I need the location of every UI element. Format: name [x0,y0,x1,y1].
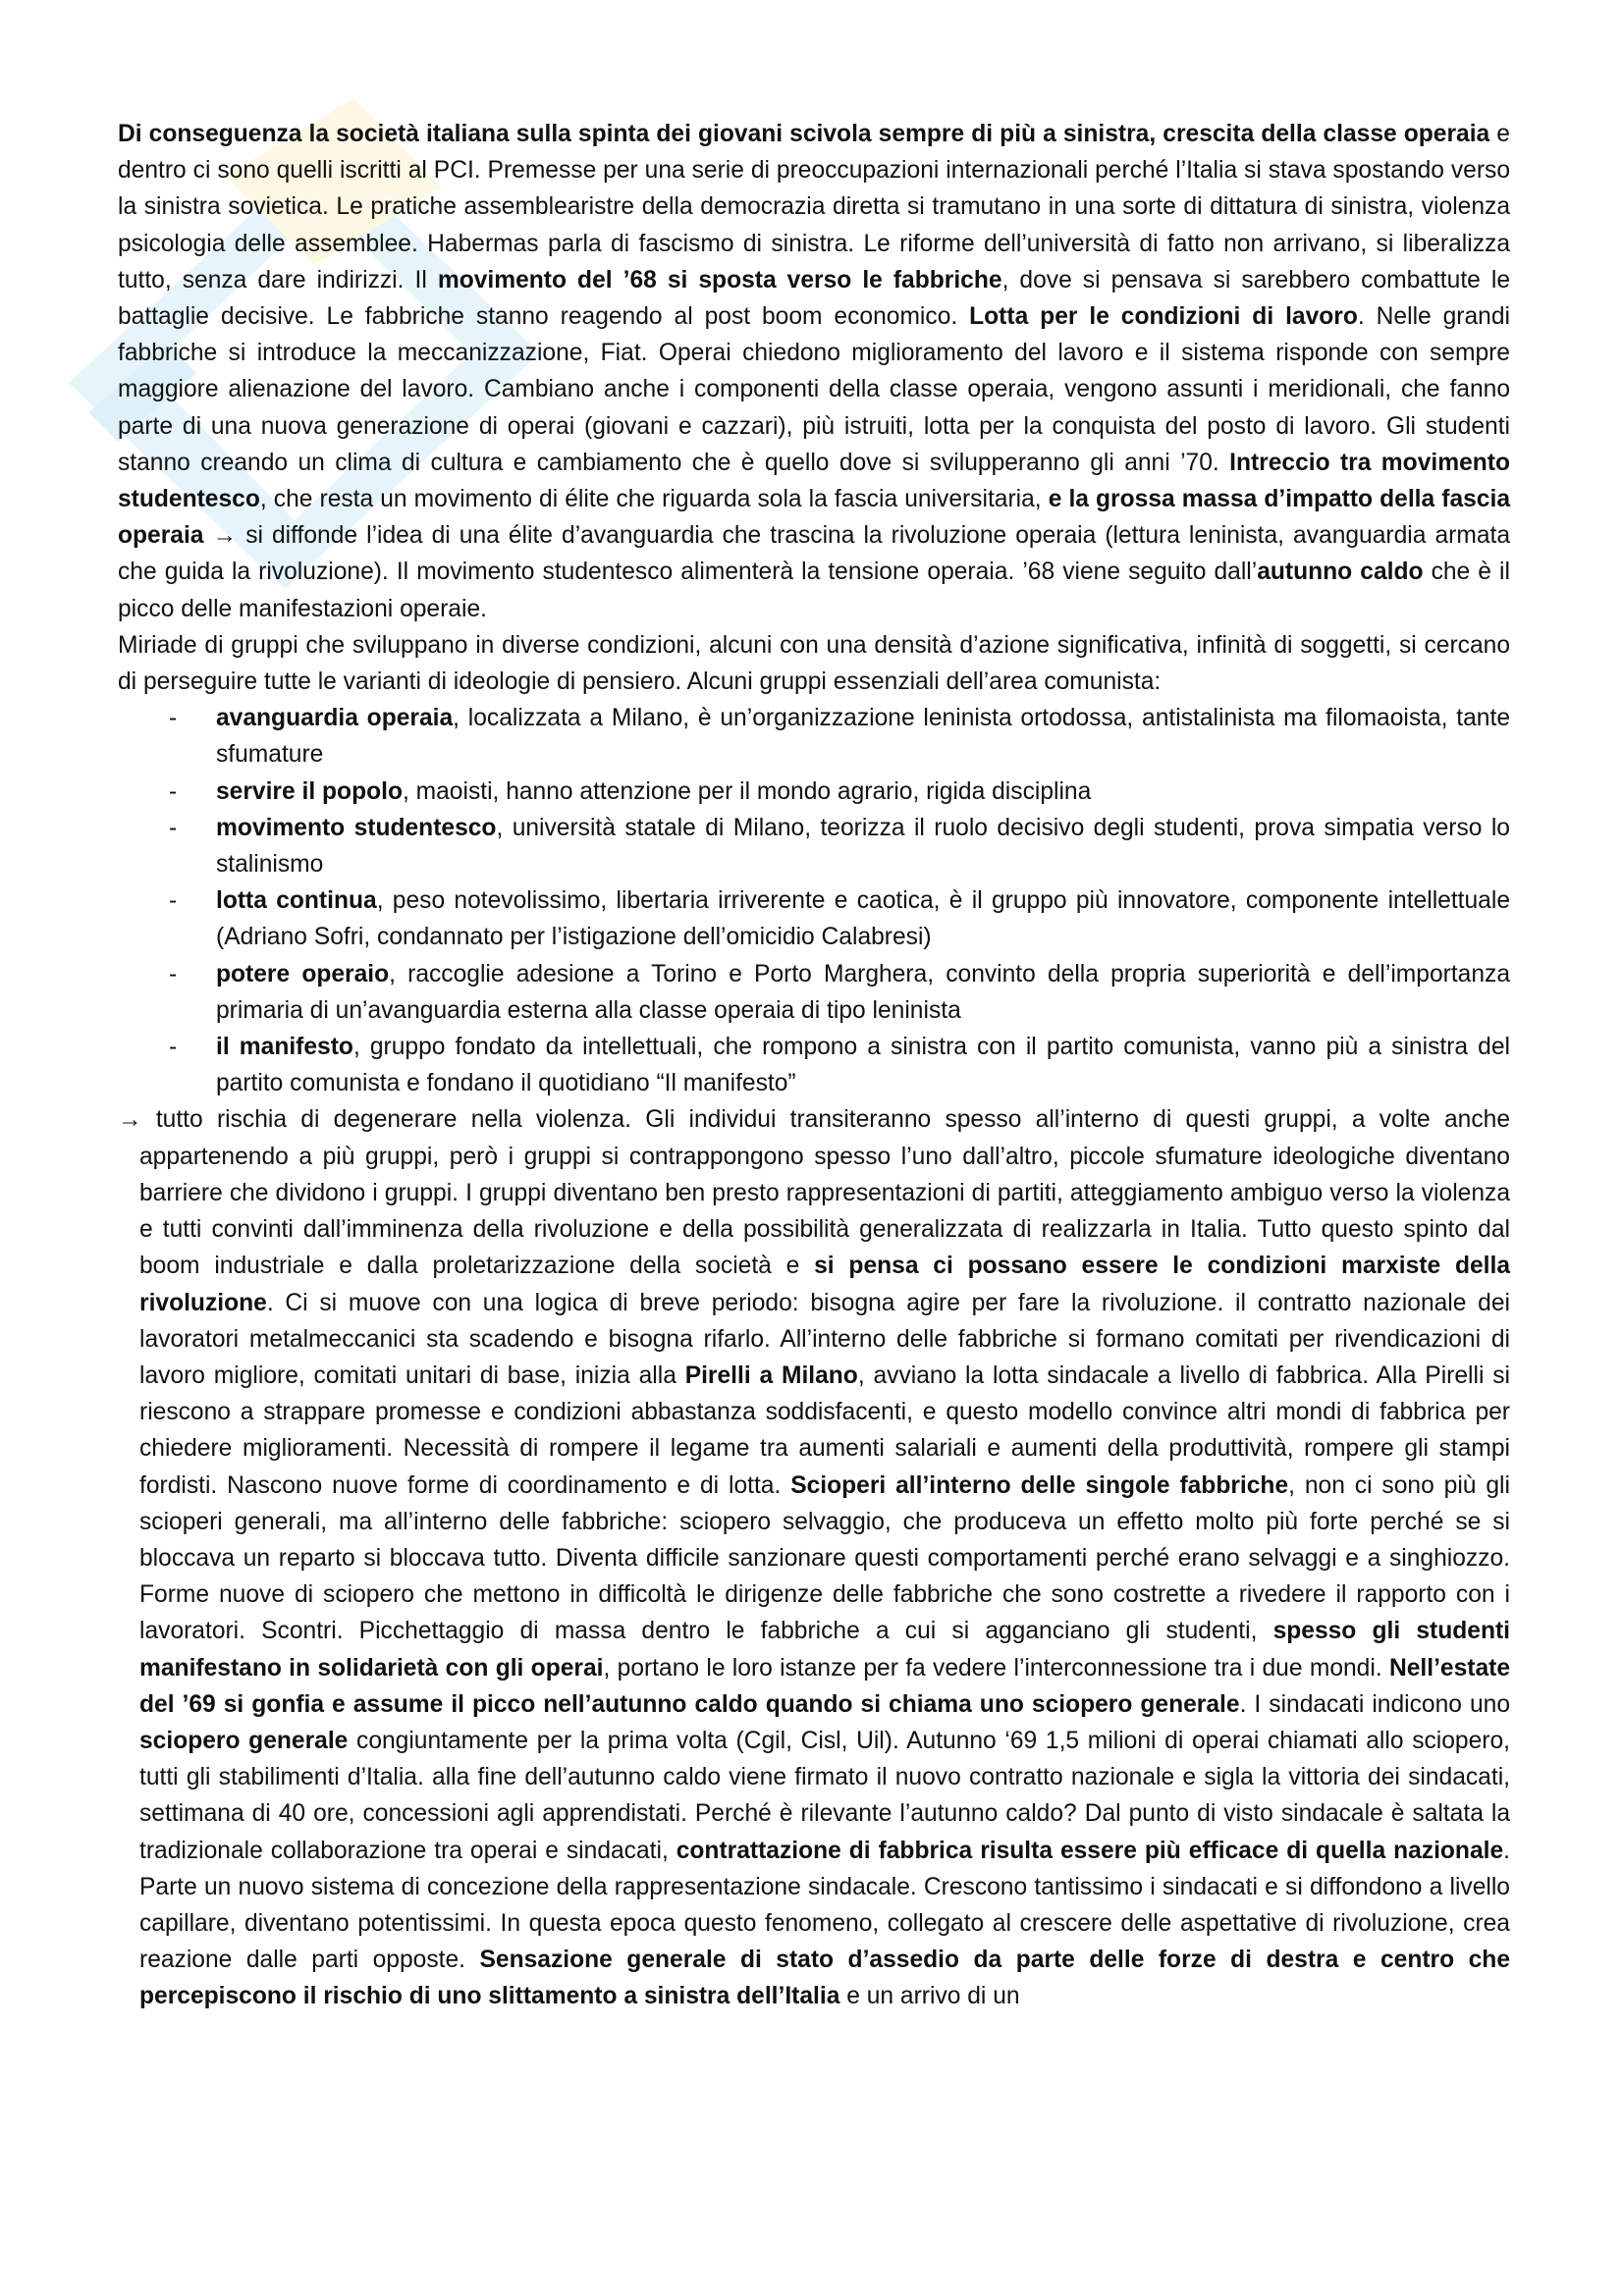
bold-span: movimento del ’68 si sposta verso le fabbriche [437,266,1002,294]
paragraph-intro [118,116,1510,627]
bold-span: Intreccio tra movimento studentesco [118,449,1510,513]
list-item-movimento-studentesco [118,810,1510,882]
text-span: , che resta un movimento di élite che riguarda sola la fascia universitaria, [259,486,1049,513]
text-span: che è il picco delle manifestazioni operaie. [118,559,1510,622]
text-span: . Nelle grandi fabbriche si introduce la meccanizzazione, Fiat. Operai chiedono miglioramento del lavoro e il sistema risponde con sempre maggiore alienazione del lavoro. Cambiano anche i componenti della classe operaia, vengono assunti i meridionali, che fanno parte di una nuova generazione di operai (giovani e cazzari), più istruiti, lotta per la conquista del posto di lavoro. Gli studenti stanno creando un clima di cultura e cambiamento che è quello dove si svilupperanno gli anni ’70. [118,303,1510,476]
group-desc: , localizzata a Milano, è un’organizzazione leninista ortodossa, antistalinista ma filomaoista, tante sfumature [216,705,1510,769]
text-span: congiuntamente per la prima volta (Cgil, Cisl, Uil). Autunno ‘69 1,5 milioni di operai chiamati allo sciopero, tutti gli stabilimenti d’Italia. alla fine dell’autunno caldo viene firmato il nuovo contratto nazionale e sigla la vittoria dei sindacati, settimana di 40 ore, concessioni agli apprendistati. Perché è rilevante l’autunno caldo? Dal punto di visto sindacale è saltata la tradizionale collaborazione tra operai e sindacati, [139,1727,1510,1864]
group-desc: , maoisti, hanno attenzione per il mondo agrario, rigida disciplina [402,777,1092,805]
list-item-il-manifesto [118,1029,1510,1101]
bullet-dash: - [169,777,178,805]
text-span: e un arrivo di un [839,1983,1020,2010]
text-span: si diffonde l’idea di una élite d’avanguardia che trascina la rivoluzione operaia (lettura leninista, avanguardia armata che guida la rivoluzione). Il movimento studentesco alimenterà la tensione operaia. ’68 viene seguito dall’ [118,522,1511,586]
bullet-dash: - [169,887,178,915]
group-desc: , università statale di Milano, teorizza il ruolo decisivo degli studenti, prova simpatia verso lo stalinismo [216,814,1510,879]
groups-list [118,700,1510,1101]
bold-span: Di conseguenza la società italiana sulla spinta dei giovani scivola sempre di più a sinistra, crescita della classe operaia [118,121,1490,147]
text-span: , avviano la lotta sindacale a livello di fabbrica. Alla Pirelli si riescono a strappare promesse e condizioni abbastanza soddisfacenti, e questo modello convince altri mondi di fabbrica per chiedere miglioramenti. Necessità di rompere il legame tra aumenti salariali e aumenti della produttività, rompere gli stampi fordisti. Nascono nuove forme di coordinamento e di lotta. [139,1362,1510,1499]
arrow-glyph: → [203,522,246,550]
bold-span: spesso gli studenti manifestano in solidarietà con gli operai [139,1618,1510,1682]
list-item-avanguardia-operaia [118,700,1510,773]
group-name: movimento studentesco [216,814,497,841]
group-desc: , gruppo fondato da intellettuali, che rompono a sinistra con il partito comunista, vanno più a sinistra del partito comunista e fondano il quotidiano “Il manifesto” [216,1034,1510,1097]
group-name: servire il popolo [216,777,403,805]
group-name: avanguardia operaia [216,705,454,732]
text-span: , non ci sono più gli scioperi generali, ma all’interno delle fabbriche: sciopero selvaggio, che produceva un effetto molto più forte perché se si bloccava un reparto si bloccava tutto. Diventa difficile sanzionare questi comportamenti perché erano selvaggi e a singhiozzo. Forme nuove di sciopero che mettono in difficoltà le dirigenze delle fabbriche che sono costrette a rivedere il rapporto con i lavoratori. Scontri. Picchettaggio di massa dentro le fabbriche a cui si agganciano gli studenti, [139,1471,1510,1645]
group-desc: , peso notevolissimo, libertaria irriverente e caotica, è il gruppo più innovatore, componente intellettuale (Adriano Sofri, condannato per l’istigazione dell’omicidio Calabresi) [216,887,1510,951]
text-span: , dove si pensava si sarebbero combattute le battaglie decisive. Le fabbriche stanno reagendo al post boom economico. [118,266,1511,331]
text-span: . Ci si muove con una logica di breve periodo: bisogna agire per fare la rivoluzione. il contratto nazionale dei lavoratori metalmeccanici sta scadendo e bisogna rifarlo. All’interno delle fabbriche si formano comitati per rivendicazioni di lavoro migliore, comitati unitari di base, inizia alla [139,1289,1510,1389]
text-span: . I sindacati indicono uno [1239,1690,1511,1718]
bullet-dash: - [169,705,178,732]
paragraph-groups-intro: Miriade di gruppi che sviluppano in diverse condizioni, alcuni con una densità d’azione significativa, infinità di soggetti, si cercano di perseguire tutte le varianti di ideologie di pensiero. Alcuni gruppi essenziali dell’area comunista: [118,631,1510,696]
bold-span: Scioperi all’interno delle singole fabbriche [790,1471,1289,1499]
bullet-dash: - [169,814,178,841]
bullet-dash: - [169,1034,178,1061]
bold-span: Nell’estate del ’69 si gonfia e assume il picco nell’autunno caldo quando si chiama uno sciopero generale [139,1654,1510,1718]
bold-span: Lotta per le condizioni di lavoro [969,303,1358,331]
group-name: il manifesto [216,1034,353,1061]
text-span: . Parte un nuovo sistema di concezione della rappresentazione sindacale. Crescono tantissimo i sindacati e si diffondono a livello capillare, diventano potentissimi. In questa epoca questo fenomeno, collegato al crescere delle aspettative di rivoluzione, crea reazione dalle parti opposte. [139,1837,1510,1974]
arrow-glyph: → [118,1106,142,1134]
bold-span: Sensazione generale di stato d’assedio da parte delle forze di destra e centro che percepiscono il rischio di uno slittamento a sinistra dell’Italia [139,1947,1510,2010]
paragraph-consequences [118,1101,1510,2014]
bold-span: si pensa ci possano essere le condizioni marxiste della rivoluzione [139,1253,1511,1316]
bold-span: autunno caldo [1257,559,1424,586]
list-item-lotta-continua [118,882,1510,955]
bold-span: e la grossa massa d’impatto della fascia operaia [118,486,1510,550]
group-name: potere operaio [216,960,390,988]
bold-span: contrattazione di fabbrica risulta essere più efficace di quella nazionale [676,1837,1504,1864]
text-span: tutto rischia di degenerare nella violenza. Gli individui transiteranno spesso all’interno di questi gruppi, a volte anche appartenendo a più gruppi, però i gruppi si contrappongono spesso l’uno dall’altro, piccole sfumature ideologiche diventano barriere che dividono i gruppi. I gruppi diventano ben presto rappresentazioni di partiti, atteggiamento ambiguo verso la violenza e tutti convinti dall’imminenza della rivoluzione e della possibilità generalizzata di realizzarla in Italia. Tutto questo spinto dal boom industriale e dalla proletarizzazione della società e [139,1106,1510,1280]
bold-span: Pirelli a Milano [684,1362,858,1389]
document-page [118,116,1510,2015]
group-desc: , raccoglie adesione a Torino e Porto Marghera, convinto della propria superiorità e dell’importanza primaria di un’avanguardia esterna alla classe operaia di tipo leninista [216,960,1511,1024]
list-item-potere-operaio [118,956,1510,1029]
bullet-dash: - [169,960,178,988]
text-span: , portano le loro istanze per fa vedere l’interconnessione tra i due mondi. [603,1654,1389,1682]
list-item-servire-il-popolo [118,774,1510,810]
text-span: e dentro ci sono quelli iscritti al PCI. Premesse per una serie di preoccupazioni internazionali perché l’Italia si stava spostando verso la sinistra sovietica. Le pratiche assemblearistre della democrazia diretta si tramutano in una sorte di dittatura di sinistra, violenza psicologia delle assemblee. Habermas parla di fascismo di sinistra. Le riforme dell’università di fatto non arrivano, si liberalizza tutto, senza dare indirizzi. Il [118,121,1510,294]
group-name: lotta continua [216,887,377,915]
bold-span: sciopero generale [139,1727,349,1754]
